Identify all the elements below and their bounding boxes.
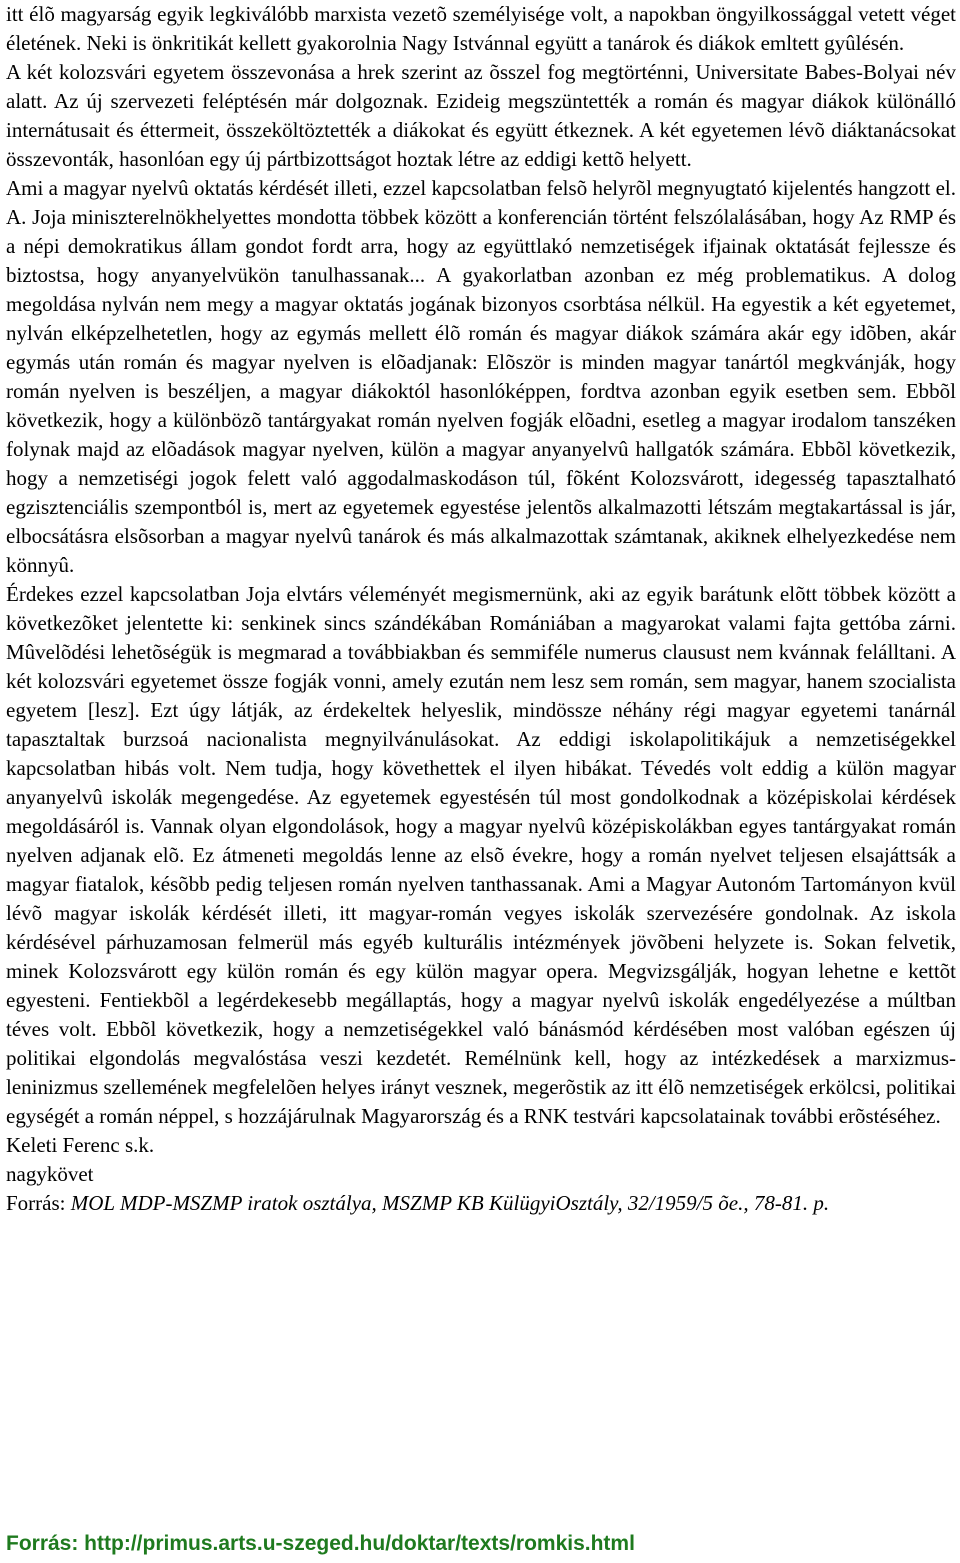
paragraph: A két kolozsvári egyetem összevonása a hrek szerint az õsszel fog megtörténni, Universitate Babes-Bolyai név alatt. Az új szervezeti feléptésén már dolgoznak. Ezideig megszüntették a román és magyar diákok különálló internátusait és éttermeit, összeköltöztették a diákokat és együtt étkeznek. A két egyetemen lévõ diáktanácsokat összevonták, hasonlóan egy új pártbizottságot hoztak létre az eddigi kettõ helyett. — [6, 60, 956, 171]
paragraph: Érdekes ezzel kapcsolatban Joja elvtárs véleményét megismernünk, aki az egyik barátunk elõtt többek között a következõket jelentette ki: senkinek sincs szándékában Romániában a magyarokat valami fajta gettóba zárni. Mûvelõdési lehetõségük is megmarad a továbbiakban és semmiféle numerus clausust nem kvánnak felálltani. A két kolozsvári egyetemet össze fogják vonni, amely ezután nem lesz sem román, sem magyar, hanem szocialista egyetem [lesz]. Ezt úgy látják, az érdekeltek helyeslik, mindössze néhány régi magyar egyetemi tanárnál tapasztaltak burzsoá nacionalista megnyilvánulásokat. Az eddigi iskolapolitikájuk a nemzetiségekkel kapcsolatban hibás volt. Nem tudja, hogy követhettek el ilyen hibákat. Tévedés volt eddig a külön magyar anyanyelvû iskolák megengedése. Az egyetemek egyestésén túl most gondolkodnak a középiskolai kérdések megoldásáról is. Vannak olyan elgondolások, hogy a magyar nyelvû középiskolákban egyes tantárgyakat román nyelven adjanak elõ. Ez átmeneti megoldás lenne az elsõ évekre, hogy a román nyelvet teljesen elsajáttsák a magyar fiatalok, késõbb pedig teljesen román nyelven tanthassanak. Ami a Magyar Autonóm Tartományon kvül lévõ magyar iskolák kérdését illeti, itt magyar-román vegyes iskolák szervezésére gondolnak. Az iskola kérdésével párhuzamosan felmerül más egyéb kulturális intézmények jövõbeni helyzete is. Sokan felvetik, minek Kolozsvárott egy külön román és egy külön magyar opera. Megvizsgálják, hogyan lehetne e kettõt egyesteni. Fentiekbõl a legérdekesebb megállaptás, hogy a magyar nyelvû iskolák engedélyezése a múltban téves volt. Ebbõl következik, hogy a nemzetiségekkel való bánásmód kérdésében most valóban egészen új politikai elgondolás megvalóstása veszi kezdetét. Remélnünk kell, hogy az intézkedések a marxizmus-leninizmus szellemének megfelelõen helyes irányt vesznek, megerõstik az itt élõ nemzetiségek erkölcsi, politikai egységét a román néppel, s hozzájárulnak Magyarország és a RNK testvári kapcsolatainak további erõstéséhez. — [6, 582, 956, 1128]
source-reference: MOL MDP-MSZMP iratok osztálya, MSZMP KB KülügyiOsztály, 32/1959/5 õe., 78-81. p. — [70, 1191, 830, 1215]
paragraph: Ami a magyar nyelvû oktatás kérdését illeti, ezzel kapcsolatban felsõ helyrõl megnyugtató kijelentés hangzott el. A. Joja miniszterelnökhelyettes mondotta többek között a konferencián történt felszólalásában, hogy Az RMP és a népi demokratikus állam gondot fordt arra, hogy az együttlakó nemzetiségek ifjainak oktatását fejlessze és biztostsa, hogy anyanyelvükön tanulhassanak... A gyakorlatban azonban ez még problematikus. A dolog megoldása nylván nem megy a magyar oktatás jogának bizonyos csorbtása nélkül. Ha egyestik a két egyetemet, nylván elképzelhetetlen, hogy az egymás mellett élõ román és magyar diákok számára akár egy idõben, akár egymás után román és magyar nyelven is elõadjanak: Elõször is minden magyar tanártól megkvánják, hogy román nyelven is beszéljen, a magyar diákoktól hasonlóképpen, fordtva azonban egyik esetben sem. Ebbõl következik, hogy a különbözõ tantárgyakat román nyelven fogják elõadni, esetleg a magyar irodalom tanszéken folynak majd az elõadások magyar nyelven, külön a magyar anyanyelvû hallgatók számára. Ebbõl következik, hogy a nemzetiségi jogok felett való aggodalmaskodáson túl, fõként Kolozsvárott, idegesség tapasztalható egzisztenciális szempontból is, mert az egyetemek egyestése jelentõs alkalmazotti létszám megtakartással is jár, elbocsátásra elsõsorban a magyar nyelvû tanárok és más alkalmazottak számtanak, akiknek elhelyezkedése nem könnyû. — [6, 176, 956, 577]
footer-source-url: Forrás: http://primus.arts.u-szeged.hu/doktar/texts/romkis.html — [6, 1532, 635, 1555]
source-label: Forrás: — [6, 1191, 71, 1215]
source-citation — [6, 1189, 956, 1218]
document-body — [6, 0, 956, 1218]
signature-name: Keleti Ferenc s.k. — [6, 1133, 155, 1157]
signature-title: nagykövet — [6, 1162, 94, 1186]
paragraph: itt élõ magyarság egyik legkiválóbb marxista vezetõ személyisége volt, a napokban öngyilkossággal vetett véget életének. Neki is önkritikát kellett gyakorolnia Nagy Istvánnal együtt a tanárok és diákok emltett gyûlésén. — [6, 2, 956, 55]
